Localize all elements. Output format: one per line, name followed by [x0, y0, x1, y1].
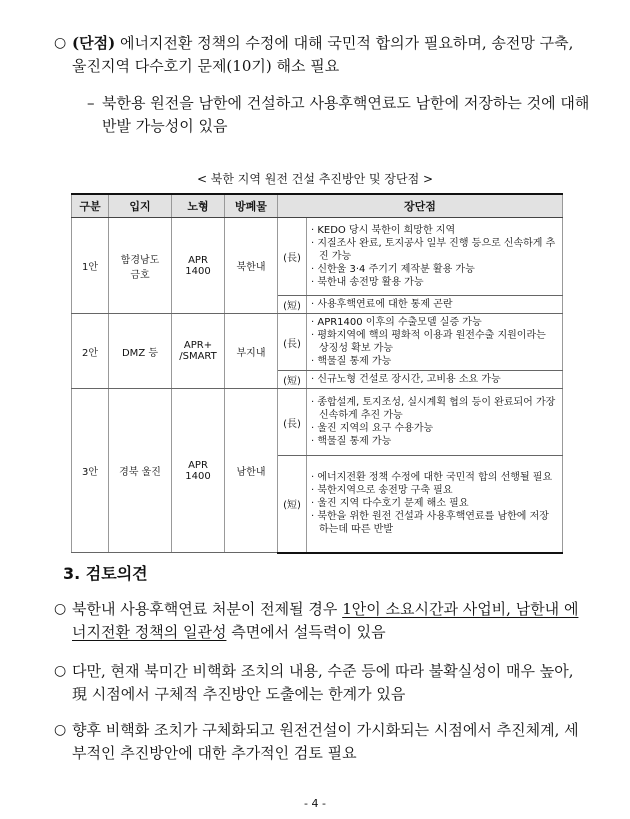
underlined-emphasis: 1안이 소요시간과 사업비, 남한내 에너지전환 정책의 일관성 [72, 600, 579, 641]
header-cell: 입지 [109, 194, 172, 218]
header-cell: 장단점 [278, 194, 563, 218]
plan-cell: 2안 [72, 314, 109, 389]
bullet-circle: ○ [54, 663, 67, 679]
pros-detail [307, 389, 563, 456]
pros-item: · 평화지역에 핵의 평화적 이용과 원전수출 지원이라는 상징성 확보 가능 [311, 330, 546, 354]
bullet-circle: ○ [54, 722, 67, 738]
waste-cell: 북한내 [225, 218, 278, 314]
cons-item: · 북한을 위한 원전 건설과 사용후핵연료를 남한에 저장하는데 따른 반발 [311, 511, 549, 536]
table-caption: < 북한 지역 원전 건설 추진방안 및 장단점 > [196, 172, 434, 186]
bullet-circle: ○ [54, 35, 67, 51]
cons-item: · 에너지전환 정책 수정에 대한 국민적 합의 선행될 필요 [311, 472, 553, 484]
pros-item: · 종합설계, 토지조성, 실시계획 협의 등이 완료되어 가장 신속하게 추진 가능 [311, 397, 556, 421]
plan-cell: 1안 [72, 218, 109, 314]
cons-label: (短) [278, 456, 307, 553]
header-cell: 방폐물 [225, 194, 278, 218]
site-cell: 함경남도 금호 [109, 218, 172, 314]
intro-text: 에너지전환 정책의 수정에 대해 국민적 합의가 필요하며, 송전망 구축, 울진지역 다수호기 문제(10기) 해소 필요 [72, 34, 574, 75]
review-item [54, 719, 592, 765]
cons-detail [307, 456, 563, 553]
site-cell: 경북 울진 [109, 389, 172, 553]
cons-label: (短) [278, 371, 307, 389]
pros-item: · KEDO 당시 북한이 희망한 지역 [311, 225, 456, 236]
header-cell: 구분 [72, 194, 109, 218]
cons-item: · 신규노형 건설로 장시간, 고비용 소요 가능 [311, 374, 501, 385]
pros-item: · 지질조사 완료, 토지공사 일부 진행 등으로 신속하게 추진 가능 [311, 238, 556, 262]
page-number: - 4 - [304, 797, 326, 810]
pros-item: · 울진 지역의 요구 수용가능 [311, 423, 434, 434]
section-title: 3. 검토의견 [63, 564, 148, 583]
review-item [54, 598, 592, 644]
pros-item: · 신한울 3·4 주기기 제작분 활용 가능 [311, 264, 475, 275]
cons-detail [307, 296, 563, 314]
pros-detail [307, 218, 563, 296]
bullet-circle: ○ [54, 601, 67, 617]
pros-detail [307, 314, 563, 371]
dash-marker: – [87, 94, 95, 112]
plan-comparison-table [71, 193, 563, 554]
intro-sub-text: 북한용 원전을 남한에 건설하고 사용후핵연료도 남한에 저장하는 것에 대해 반발 가능성이 있음 [102, 94, 590, 135]
review-text: 다만, 현재 북미간 비핵화 조치의 내용, 수준 등에 따라 불확실성이 매우 높아, 現 시점에서 구체적 추진방안 도출에는 한계가 있음 [72, 662, 574, 703]
table-row [72, 218, 563, 296]
reactor-cell: APR 1400 [172, 218, 225, 314]
plan-cell: 3안 [72, 389, 109, 553]
review-text: 향후 비핵화 조치가 구체화되고 원전건설이 가시화되는 시점에서 추진체계, 세부적인 추진방안에 대한 추가적인 검토 필요 [72, 721, 579, 762]
cons-item: · 울진 지역 다수호기 문제 해소 필요 [311, 498, 469, 510]
waste-cell: 남한내 [225, 389, 278, 553]
review-item [54, 660, 592, 706]
table-row [72, 389, 563, 456]
pros-label: (長) [278, 314, 307, 371]
intro-paragraph [54, 32, 592, 78]
pros-item: · 핵물질 통제 가능 [311, 356, 392, 367]
intro-sub-paragraph [87, 92, 590, 138]
review-text: 북한내 사용후핵연료 처분이 전제될 경우 [72, 600, 343, 618]
pros-label: (長) [278, 389, 307, 456]
waste-cell: 부지내 [225, 314, 278, 389]
reactor-cell: APR 1400 [172, 389, 225, 553]
cons-item: · 북한지역으로 송전망 구축 필요 [311, 485, 453, 497]
header-cell: 노형 [172, 194, 225, 218]
table-header-row [72, 194, 563, 218]
table-body [72, 218, 563, 553]
intro-lead: (단점) [72, 34, 116, 52]
review-text: 측면에서 설득력이 있음 [226, 623, 386, 641]
pros-item: · APR1400 이후의 수출모델 실증 가능 [311, 317, 482, 328]
site-cell: DMZ 등 [109, 314, 172, 389]
reactor-cell: APR+ /SMART [172, 314, 225, 389]
cons-detail [307, 371, 563, 389]
pros-label: (長) [278, 218, 307, 296]
pros-item: · 핵물질 통제 가능 [311, 436, 392, 447]
pros-item: · 북한내 송전망 활용 가능 [311, 277, 424, 288]
cons-item: · 사용후핵연료에 대한 통제 곤란 [311, 299, 453, 310]
cons-label: (短) [278, 296, 307, 314]
table-row [72, 314, 563, 371]
